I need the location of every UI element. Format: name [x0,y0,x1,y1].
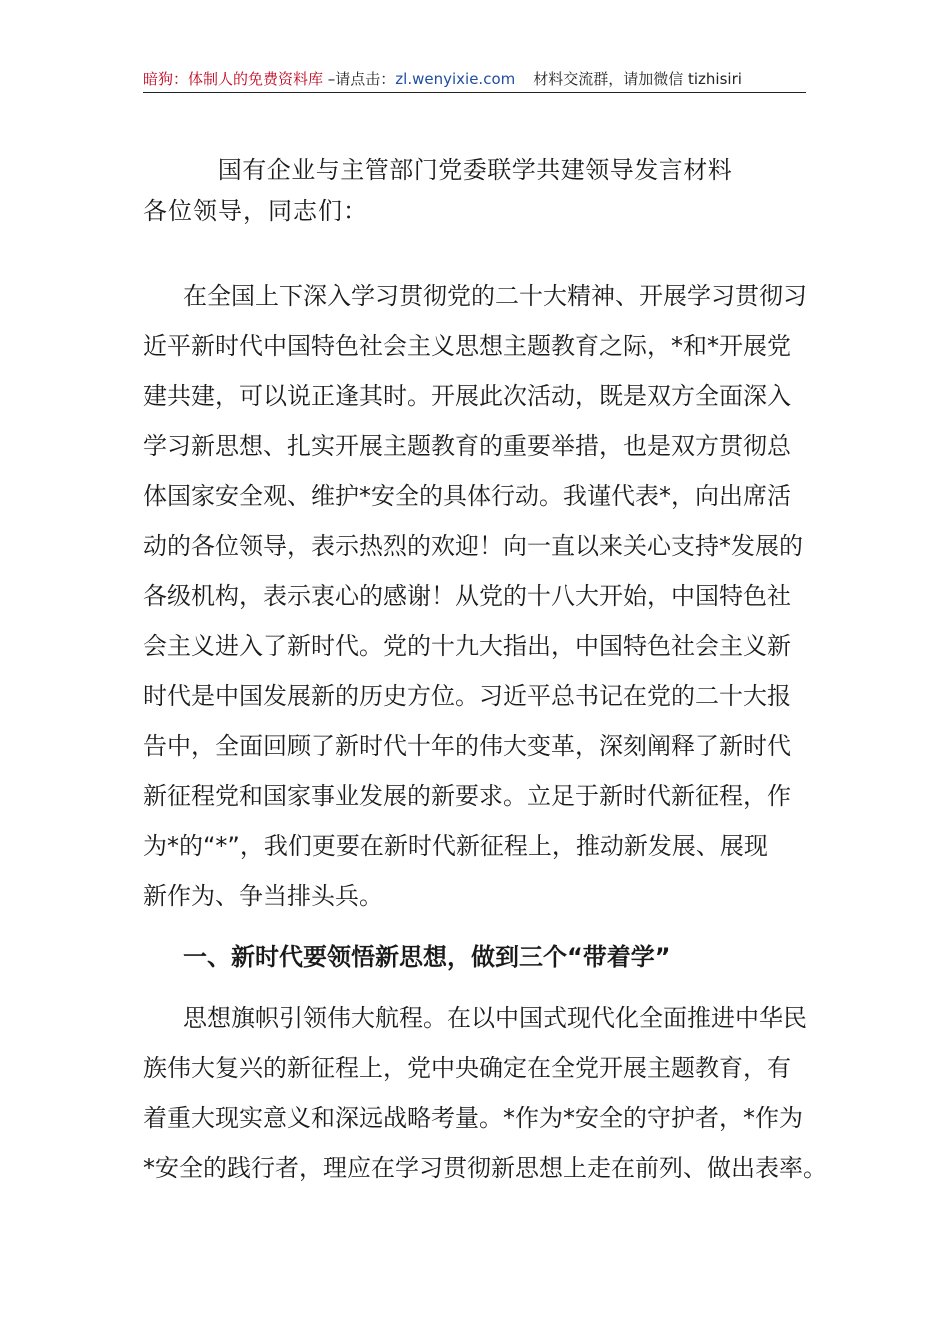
paragraph-line: 族伟大复兴的新征程上，党中央确定在全党开展主题教育，有 [143,1054,791,1082]
paragraph-line: 告中，全面回顾了新时代十年的伟大变革，深刻阐释了新时代 [143,732,791,760]
paragraph-line: 在全国上下深入学习贯彻党的二十大精神、开展学习贯彻习 [183,282,807,310]
paragraph-line: 着重大现实意义和深远战略考量。*作为*安全的守护者，*作为 [143,1104,803,1132]
paragraph-line: 新作为、争当排头兵。 [143,882,383,910]
paragraph-line: 体国家安全观、维护*安全的具体行动。我谨代表*，向出席活 [143,482,791,510]
document-title: 国有企业与主管部门党委联学共建领导发言材料 [217,156,733,184]
paragraph-line: 建共建，可以说正逢其时。开展此次活动，既是双方全面深入 [143,382,791,410]
paragraph-line: 时代是中国发展新的历史方位。习近平总书记在党的二十大报 [143,682,791,710]
paragraph-line: 动的各位领导，表示热烈的欢迎！向一直以来关心支持*发展的 [143,532,803,560]
paragraph-line: *安全的践行者，理应在学习贯彻新思想上走在前列、做出表率。 [143,1154,827,1182]
paragraph-line: 新征程党和国家事业发展的新要求。立足于新时代新征程，作 [143,782,791,810]
paragraph-line: 各级机构，表示衷心的感谢！从党的十八大开始，中国特色社 [143,582,791,610]
paragraph-line: 为*的“*”，我们更要在新时代新征程上，推动新发展、展现 [143,832,768,860]
section-heading: 一、新时代要领悟新思想，做到三个“带着学” [183,943,671,971]
page-header [143,66,806,93]
paragraph-line: 学习新思想、扎实开展主题教育的重要举措，也是双方贯彻总 [143,432,791,460]
paragraph-line: 近平新时代中国特色社会主义思想主题教育之际，*和*开展党 [143,332,791,360]
header-brand: 暗狗：体制人的免费资料库 [143,70,324,88]
header-link[interactable]: zl.wenyixie.com [395,70,516,88]
salutation: 各位领导，同志们： [143,197,368,225]
header-click-prompt: –请点击： [323,70,396,88]
paragraph-line: 会主义进入了新时代。党的十九大指出，中国特色社会主义新 [143,632,791,660]
header-note: 材料交流群，请加微信 tizhisiri [533,70,742,88]
paragraph-line: 思想旗帜引领伟大航程。在以中国式现代化全面推进中华民 [183,1004,807,1032]
